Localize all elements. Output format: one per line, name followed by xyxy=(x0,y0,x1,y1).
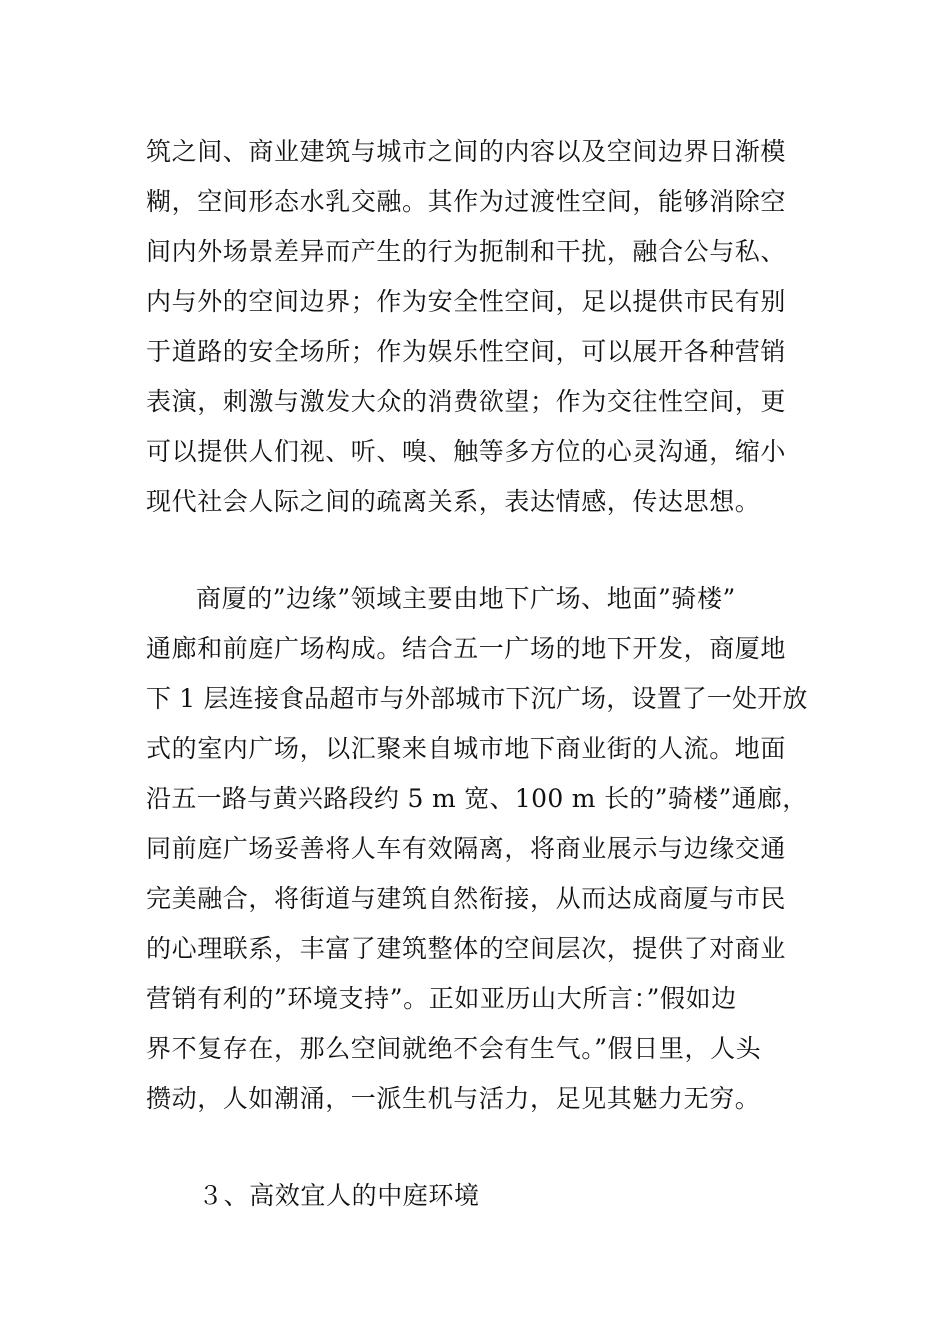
text-line: 沿五一路与黄兴路段约 5 m 宽、100 m 长的”骑楼”通廊， xyxy=(146,784,808,813)
text-line: 筑之间、商业建筑与城市之间的内容以及空间边界日渐模 xyxy=(146,137,787,166)
text-line: 内与外的空间边界；作为安全性空间，足以提供市民有别 xyxy=(146,287,787,316)
text-line: 同前庭广场妥善将人车有效隔离，将商业展示与边缘交通 xyxy=(146,834,787,863)
text-line: 表演，刺激与激发大众的消费欲望；作为交往性空间，更 xyxy=(146,387,787,416)
text-line: 糊，空间形态水乳交融。其作为过渡性空间，能够消除空 xyxy=(146,187,787,216)
text-line: 攒动，人如潮涌，一派生机与活力，足见其魅力无穷。 xyxy=(146,1084,761,1113)
text-line: 现代社会人际之间的疏离关系，表达情感，传达思想。 xyxy=(146,487,761,516)
text-line: 的心理联系，丰富了建筑整体的空间层次，提供了对商业 xyxy=(146,934,787,963)
text-line: 可以提供人们视、听、嗅、触等多方位的心灵沟通，缩小 xyxy=(146,437,787,466)
text-line: 营销有利的”环境支持”。正如亚历山大所言：”假如边 xyxy=(146,984,737,1013)
text-line: 于道路的安全场所；作为娱乐性空间，可以展开各种营销 xyxy=(146,337,787,366)
text-line: 下 1 层连接食品超市与外部城市下沉广场，设置了一处开放 xyxy=(146,684,808,713)
text-line: 间内外场景差异而产生的行为扼制和干扰，融合公与私、 xyxy=(146,237,787,266)
text-line: 完美融合，将街道与建筑自然衔接，从而达成商厦与市民 xyxy=(146,884,787,913)
text-line: 式的室内广场，以汇聚来自城市地下商业街的人流。地面 xyxy=(146,734,787,763)
text-line: 商厦的”边缘”领域主要由地下广场、地面”骑楼” xyxy=(196,584,736,613)
text-line: 通廊和前庭广场构成。结合五一广场的地下开发，商厦地 xyxy=(146,634,787,663)
section-heading: ３、高效宜人的中庭环境 xyxy=(198,1181,480,1210)
text-line: 界不复存在，那么空间就绝不会有生气。”假日里，人头 xyxy=(146,1034,762,1063)
